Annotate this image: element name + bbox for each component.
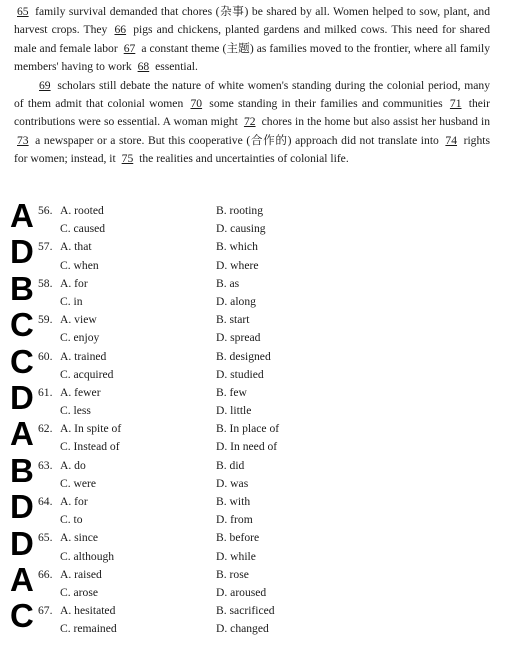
question-row [0, 458, 506, 476]
option-d: D. spread [216, 331, 261, 345]
question-number: 65. [38, 531, 53, 545]
option-c: C. acquired [60, 367, 114, 381]
paragraph-1 [14, 3, 490, 77]
option-c: C. Instead of [60, 440, 120, 454]
option-a: A. fewer [60, 385, 101, 399]
question-row [0, 349, 506, 367]
handwritten-answer-mark: D [10, 233, 34, 271]
option-a: A. do [60, 458, 86, 472]
option-c: C. arose [60, 585, 98, 599]
question-row [0, 367, 506, 385]
option-c: C. less [60, 404, 91, 418]
option-c: C. caused [60, 222, 106, 236]
passage [14, 3, 490, 169]
blank-74: 74 [445, 133, 458, 147]
blank-69: 69 [39, 78, 51, 92]
question-number: 66. [38, 567, 53, 581]
blank-75: 75 [121, 152, 134, 166]
option-c: C. in [60, 294, 83, 308]
question-row [0, 494, 506, 512]
blank-67: 67 [123, 41, 136, 55]
option-a: A. rooted [60, 204, 104, 217]
option-a: A. for [60, 495, 88, 508]
passage-text: pigs and chickens, planted gardens and milked cows. This need for shared male and female labor [14, 23, 490, 55]
blank-65: 65 [17, 5, 29, 18]
option-b: B. rose [216, 567, 249, 581]
option-d: D. little [216, 404, 252, 418]
option-d: D. aroused [216, 585, 267, 599]
question-row [0, 221, 506, 239]
option-c: C. to [60, 513, 83, 527]
passage-text: family survival demanded that chores (杂事) be shared by all. Women helped to sow, plant, and harvest crops. They [14, 5, 490, 37]
option-c: C. although [60, 549, 115, 563]
option-c: C. enjoy [60, 331, 100, 345]
option-d: D. from [216, 513, 253, 527]
option-b: B. In place of [216, 422, 280, 436]
handwritten-answer-mark: C [10, 597, 34, 635]
question-row [0, 312, 506, 330]
option-d: D. causing [216, 222, 266, 236]
option-b: B. start [216, 313, 250, 327]
question-row [0, 403, 506, 421]
question-number: 57. [38, 240, 53, 254]
question-row [0, 621, 506, 639]
option-c: C. when [60, 258, 99, 272]
question-row [0, 585, 506, 603]
question-row [0, 276, 506, 294]
handwritten-answer-mark: D [10, 524, 34, 562]
option-b: B. before [216, 531, 260, 545]
blank-66: 66 [114, 23, 127, 37]
question-number: 56. [38, 204, 53, 217]
passage-text: a newspaper or a store. But this cooperative (合作的) approach did not translate into [31, 133, 443, 147]
option-b: B. rooting [216, 204, 264, 217]
option-b: B. did [216, 458, 245, 472]
handwritten-answer-mark: D [10, 379, 34, 416]
option-c: C. were [60, 476, 97, 490]
option-b: B. sacrificed [216, 604, 275, 618]
question-row [0, 203, 506, 221]
option-a: A. view [60, 313, 97, 327]
passage-text: the realities and uncertainties of colonial life. [136, 152, 349, 166]
question-row [0, 549, 506, 567]
option-d: D. changed [216, 622, 269, 636]
question-number: 63. [38, 458, 53, 472]
blank-73: 73 [17, 133, 29, 147]
blank-68: 68 [137, 60, 150, 74]
options-list [0, 197, 506, 640]
handwritten-answer-mark: D [10, 488, 34, 526]
option-d: D. while [216, 549, 256, 563]
option-d: D. studied [216, 367, 264, 381]
passage-text: a constant theme (主题) as families moved to the frontier, where all family members' having to work [14, 41, 490, 74]
handwritten-answer-mark: B [10, 269, 34, 307]
passage-text: scholars still debate the nature of white women's standing during the colonial period, many of them admit that colonial women [14, 78, 490, 111]
option-d: D. where [216, 258, 259, 272]
option-d: D. along [216, 294, 256, 308]
option-b: B. few [216, 385, 247, 399]
question-row [0, 385, 506, 403]
question-number: 64. [38, 495, 53, 508]
paragraph-2 [14, 77, 490, 169]
question-row [0, 512, 506, 530]
passage-text: their contributions were so essential. A woman might [14, 97, 490, 129]
option-d: D. was [216, 476, 249, 490]
handwritten-answer-mark: B [10, 451, 34, 489]
question-row [0, 530, 506, 548]
blank-70: 70 [190, 97, 203, 111]
question-row [0, 294, 506, 312]
passage-text: chores in the home but also assist her husband in [258, 115, 491, 129]
option-b: B. which [216, 240, 258, 254]
blank-72: 72 [243, 115, 256, 129]
question-number: 59. [38, 313, 53, 327]
question-number: 67. [38, 604, 53, 618]
handwritten-answer-mark: A [10, 415, 34, 453]
passage-text: rights for women; instead, it [14, 133, 491, 166]
handwritten-answer-mark: A [10, 197, 34, 234]
option-a: A. for [60, 276, 88, 290]
question-row [0, 239, 506, 257]
option-a: A. that [60, 240, 92, 254]
option-a: A. hesitated [60, 604, 116, 618]
question-row [0, 258, 506, 276]
question-number: 58. [38, 276, 53, 290]
question-row [0, 476, 506, 494]
option-a: A. In spite of [60, 422, 122, 436]
question-row [0, 421, 506, 439]
question-number: 62. [38, 422, 53, 436]
option-b: B. designed [216, 349, 271, 363]
option-a: A. since [60, 531, 98, 545]
question-row [0, 330, 506, 348]
blank-71: 71 [449, 97, 462, 111]
question-number: 60. [38, 349, 53, 363]
option-c: C. remained [60, 622, 117, 636]
option-a: A. trained [60, 349, 107, 363]
option-d: D. In need of [216, 440, 278, 454]
handwritten-answer-mark: C [10, 342, 34, 380]
question-row [0, 439, 506, 457]
handwritten-answer-mark: A [10, 561, 34, 598]
question-row [0, 567, 506, 585]
option-a: A. raised [60, 567, 102, 581]
question-number: 61. [38, 385, 53, 399]
passage-text: some standing in their families and communities [205, 97, 447, 111]
handwritten-answer-mark: C [10, 306, 34, 344]
question-row [0, 603, 506, 621]
option-b: B. as [216, 276, 240, 290]
option-b: B. with [216, 495, 251, 508]
passage-text: essential. [152, 60, 198, 74]
